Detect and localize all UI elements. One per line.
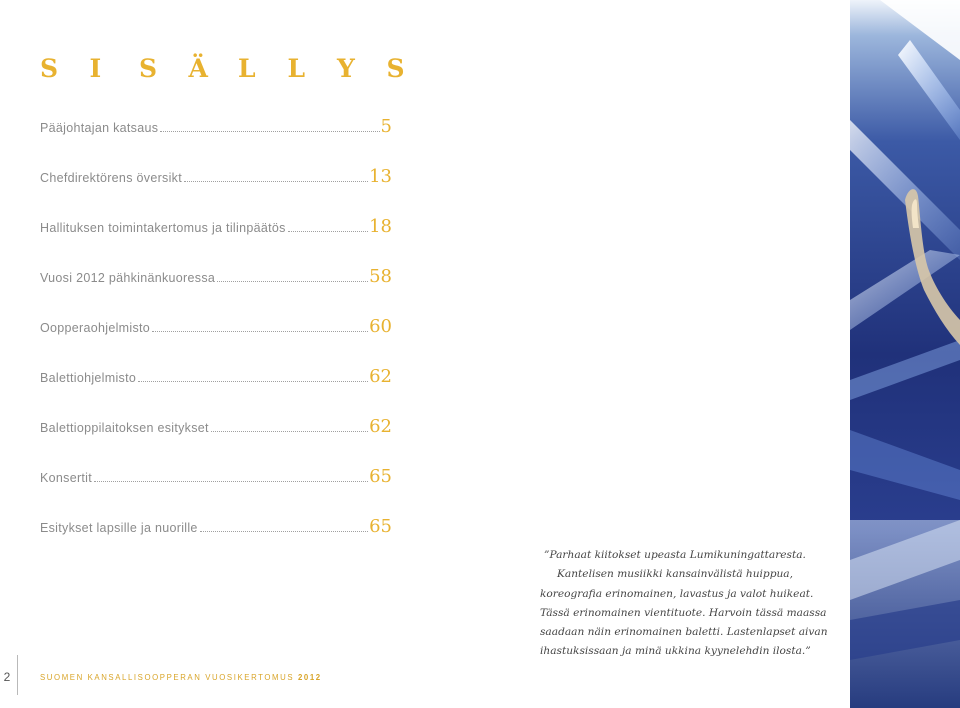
quote-line: ”Parhaat kiitokset upeasta Lumikuningattaresta. (544, 549, 806, 561)
footer-title-text: SUOMEN KANSALLISOOPPERAN VUOSIKERTOMUS (40, 673, 298, 682)
toc-entry-page: 13 (369, 166, 392, 187)
toc-entry-page: 62 (369, 416, 392, 437)
toc-entry-label: Hallituksen toimintakertomus ja tilinpäätös (40, 221, 286, 235)
dot-leader (94, 480, 368, 482)
toc-entry[interactable] (40, 416, 392, 440)
ballet-stage-photo (850, 0, 960, 708)
title-letter: S (139, 54, 158, 83)
toc-entry[interactable] (40, 216, 392, 240)
quote-line: saadaan näin erinomainen baletti. Lastenlapset aivan (540, 626, 828, 639)
dot-leader (217, 280, 368, 282)
toc-entry-label: Balettiohjelmisto (40, 371, 137, 385)
quote-line: Kantelisen musiikki kansainvälistä huippua, (556, 568, 793, 581)
toc-entry-page: 65 (369, 466, 392, 487)
footer-year: 2012 (297, 673, 322, 682)
toc-entry[interactable] (40, 466, 392, 490)
dot-leader (200, 530, 368, 532)
title-letter: L (287, 54, 306, 83)
dot-leader (211, 430, 368, 432)
toc-entry-label: Konsertit (40, 471, 93, 485)
quote-line: Tässä erinomainen vientituote. Harvoin tässä maassa (540, 606, 827, 619)
footer-divider (17, 655, 18, 695)
dot-leader (160, 130, 379, 132)
toc-entry-page: 18 (369, 216, 392, 237)
toc-entry-label: Vuosi 2012 pähkinänkuoressa (40, 271, 216, 285)
quote-line: ihastuksissaan ja minä ukkina kyynelehdin ilosta.” (540, 645, 811, 658)
toc-entry-label: Chefdirektörens översikt (40, 171, 182, 185)
toc-entry[interactable] (40, 316, 392, 340)
page-title (40, 54, 436, 83)
toc-entry[interactable] (40, 266, 392, 290)
title-letter: S (40, 54, 59, 83)
toc-entry-label: Esitykset lapsille ja nuorille (40, 521, 198, 535)
toc-entry-label: Pääjohtajan katsaus (40, 121, 159, 135)
dot-leader (138, 380, 368, 382)
reader-quote (540, 546, 828, 662)
dot-leader (152, 330, 368, 332)
toc-entry-label: Oopperaohjelmisto (40, 321, 151, 335)
toc-entry[interactable] (40, 516, 392, 540)
toc-entry-page: 60 (369, 316, 392, 337)
toc-entry[interactable] (40, 166, 392, 190)
toc-entry[interactable] (40, 116, 392, 140)
page-number: 2 (3, 670, 11, 684)
toc-entry-page: 65 (369, 516, 392, 537)
toc-entry-label: Balettioppilaitoksen esitykset (40, 421, 209, 435)
title-letter: Ä (188, 54, 208, 83)
title-letter: L (238, 54, 256, 83)
dot-leader (184, 180, 368, 182)
dot-leader (288, 230, 368, 232)
quote-line: koreografia erinomainen, lavastus ja valot huikeat. (540, 587, 814, 600)
title-letter: I (89, 54, 102, 83)
toc-entry-page: 5 (380, 116, 392, 137)
title-letter: Y (337, 54, 355, 83)
toc-entry[interactable] (40, 366, 392, 390)
title-letter: S (386, 54, 405, 83)
footer-publication-title (40, 673, 322, 682)
toc-entry-page: 62 (369, 366, 392, 387)
toc-entry-page: 58 (369, 266, 392, 287)
